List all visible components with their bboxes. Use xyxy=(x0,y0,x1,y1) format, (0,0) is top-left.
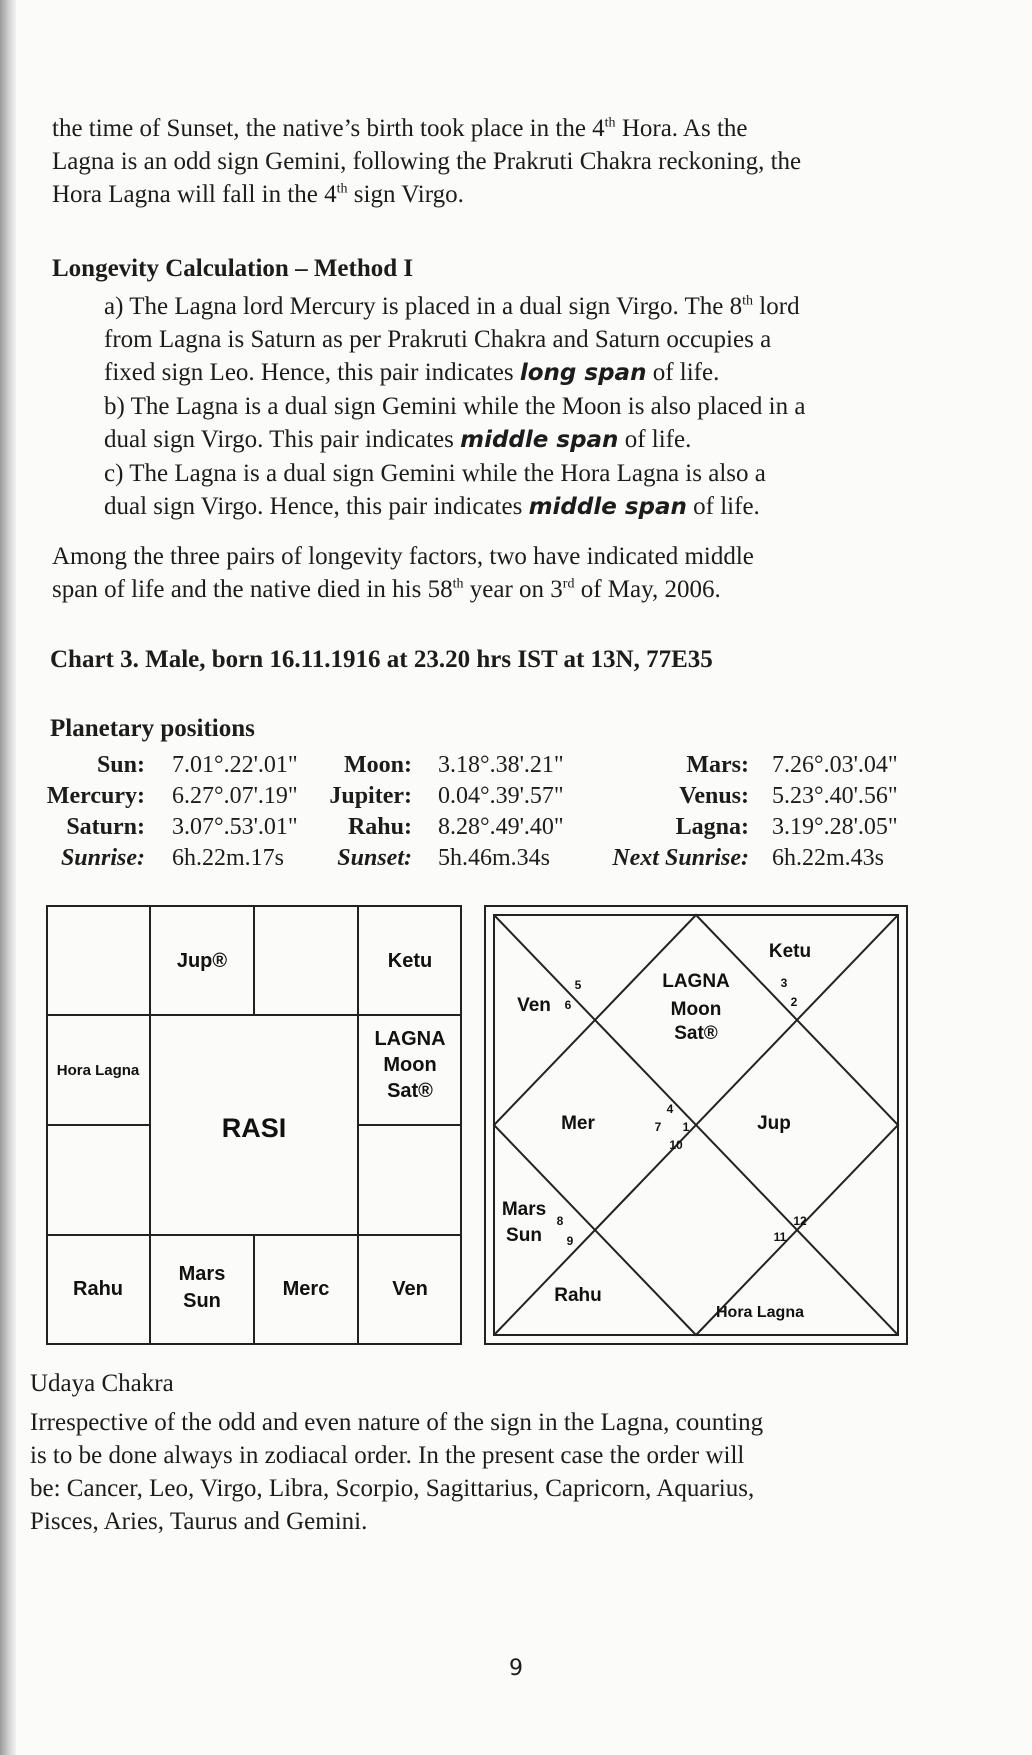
text-line: Lagna is an odd sign Gemini, following the Prakruti Chakra reckoning, the xyxy=(52,148,802,175)
house-number-5: 5 xyxy=(574,978,582,992)
text-span: Hora Lagna will fall in the 4 xyxy=(52,181,337,208)
page-number: 9 xyxy=(509,1656,523,1681)
north-mars: Mars xyxy=(501,1199,547,1220)
text-span: Hora. As the xyxy=(615,115,748,142)
label-sunrise: Sunrise: xyxy=(60,845,145,871)
house-number-1: 1 xyxy=(682,1120,690,1134)
value-venus: 5.23°.40'.56" xyxy=(772,783,898,809)
house-number-12: 12 xyxy=(793,1214,807,1228)
rasi-chart xyxy=(46,905,462,1345)
text-span: span of life and the native died in his 58 xyxy=(52,576,453,603)
text-span: the time of Sunset, the native’s birth took place in the 4 xyxy=(52,115,605,142)
text-span: of life. xyxy=(646,359,720,386)
label-mars: Mars: xyxy=(686,752,749,778)
value-sun: 7.01°.22'.01" xyxy=(172,752,298,778)
value-saturn: 3.07°.53'.01" xyxy=(172,814,298,840)
text-span: year on 3 xyxy=(463,576,563,603)
text-line: be: Cancer, Leo, Virgo, Libra, Scorpio, Sagittarius, Capricorn, Aquarius, xyxy=(30,1475,755,1502)
house-number-10: 10 xyxy=(669,1138,683,1152)
list-item-a xyxy=(104,290,912,390)
chart-title: Chart 3. Male, born 16.11.1916 at 23.20 hrs IST at 13N, 77E35 xyxy=(50,646,713,673)
north-moon: Moon xyxy=(670,999,722,1020)
text-line: c) The Lagna is a dual sign Gemini while the Hora Lagna is also a xyxy=(104,460,766,487)
text-line xyxy=(52,178,912,211)
text-line: is to be done always in zodiacal order. In the present case the order will xyxy=(30,1442,745,1469)
text-line: b) The Lagna is a dual sign Gemini while the Moon is also placed in a xyxy=(104,393,806,420)
text-line: from Lagna is Saturn as per Prakruti Chakra and Saturn occupies a xyxy=(104,326,772,353)
text-span: sign Virgo. xyxy=(347,181,464,208)
emphasis-long-span: long span xyxy=(519,360,647,386)
udaya-heading: Udaya Chakra xyxy=(30,1370,174,1397)
superscript: th xyxy=(452,576,464,592)
text-span: dual sign Virgo. Hence, this pair indicates xyxy=(104,493,529,520)
text-line xyxy=(104,290,912,323)
text-line: Pisces, Aries, Taurus and Gemini. xyxy=(30,1508,368,1535)
list-item-c xyxy=(104,457,912,524)
rasi-lagna: LAGNA xyxy=(374,1028,446,1050)
house-number-7: 7 xyxy=(654,1120,662,1134)
text-line: Among the three pairs of longevity factors, two have indicated middle xyxy=(52,543,754,570)
value-mercury: 6.27°.07'.19" xyxy=(172,783,298,809)
text-line xyxy=(52,112,912,145)
text-line xyxy=(52,573,912,606)
text-line xyxy=(104,356,912,390)
text-line xyxy=(104,423,912,457)
north-ven: Ven xyxy=(517,995,551,1016)
north-indian-chart xyxy=(484,905,908,1345)
superscript: th xyxy=(742,293,754,309)
text-span: dual sign Virgo. This pair indicates xyxy=(104,426,461,453)
rasi-merc: Merc xyxy=(282,1278,330,1300)
north-hora-lagna: Hora Lagna xyxy=(715,1304,805,1321)
value-mars: 7.26°.03'.04" xyxy=(772,752,898,778)
value-sunset: 5h.46m.34s xyxy=(438,845,551,871)
label-saturn: Saturn: xyxy=(66,814,145,840)
house-number-6: 6 xyxy=(564,998,572,1012)
text-line: Irrespective of the odd and even nature of the sign in the Lagna, counting xyxy=(30,1409,764,1436)
north-sat: Sat® xyxy=(674,1023,718,1044)
text-span: lord xyxy=(753,293,800,320)
label-moon: Moon: xyxy=(344,752,412,778)
label-sunset: Sunset: xyxy=(337,845,412,871)
rasi-mars: Mars xyxy=(178,1263,226,1285)
north-lagna: LAGNA xyxy=(662,971,730,992)
house-number-9: 9 xyxy=(566,1234,574,1248)
superscript: rd xyxy=(562,576,575,592)
value-rahu: 8.28°.49'.40" xyxy=(438,814,564,840)
label-mercury: Mercury: xyxy=(46,783,145,809)
superscript: th xyxy=(604,115,616,131)
north-ketu: Ketu xyxy=(768,941,812,962)
emphasis-middle-span: middle span xyxy=(528,494,687,520)
intro-paragraph xyxy=(52,112,912,211)
label-next-sunrise: Next Sunrise: xyxy=(612,845,749,871)
rasi-ketu: Ketu xyxy=(387,950,433,972)
value-lagna: 3.19°.28'.05" xyxy=(772,814,898,840)
text-span: of life. xyxy=(618,426,692,453)
value-next-sunrise: 6h.22m.43s xyxy=(772,845,885,871)
label-rahu: Rahu: xyxy=(347,814,412,840)
house-number-4: 4 xyxy=(666,1102,674,1116)
label-venus: Venus: xyxy=(679,783,749,809)
longevity-list xyxy=(104,290,912,524)
rasi-hora-lagna: Hora Lagna xyxy=(56,1062,140,1079)
list-item-b xyxy=(104,390,912,457)
value-moon: 3.18°.38'.21" xyxy=(438,752,564,778)
north-rahu: Rahu xyxy=(554,1285,602,1306)
rasi-ven: Ven xyxy=(392,1278,428,1300)
house-number-8: 8 xyxy=(556,1214,564,1228)
text-span: of May, 2006. xyxy=(574,576,721,603)
north-mer: Mer xyxy=(561,1113,595,1134)
value-sunrise: 6h.22m.17s xyxy=(172,845,285,871)
rasi-sat: Sat® xyxy=(387,1080,433,1102)
house-number-3: 3 xyxy=(780,976,788,990)
emphasis-middle-span: middle span xyxy=(460,427,619,453)
text-span: a) The Lagna lord Mercury is placed in a dual sign Virgo. The 8 xyxy=(104,293,743,320)
label-sun: Sun: xyxy=(96,752,145,778)
north-sun: Sun xyxy=(506,1225,542,1246)
summary-paragraph xyxy=(52,540,912,606)
text-line xyxy=(104,490,912,524)
north-jup: Jup xyxy=(757,1113,791,1134)
rasi-moon: Moon xyxy=(383,1054,437,1076)
text-span: of life. xyxy=(686,493,760,520)
house-number-11: 11 xyxy=(773,1230,787,1244)
rasi-rahu: Rahu xyxy=(73,1278,123,1300)
value-jupiter: 0.04°.39'.57" xyxy=(438,783,564,809)
label-lagna: Lagna: xyxy=(675,814,749,840)
house-number-2: 2 xyxy=(790,995,798,1009)
planetary-title: Planetary positions xyxy=(50,715,255,742)
udaya-paragraph xyxy=(30,1406,910,1538)
rasi-sun: Sun xyxy=(183,1290,221,1312)
label-jupiter: Jupiter: xyxy=(329,783,412,809)
text-span: fixed sign Leo. Hence, this pair indicates xyxy=(104,359,520,386)
superscript: th xyxy=(336,181,348,197)
longevity-heading: Longevity Calculation – Method I xyxy=(52,255,414,282)
rasi-jup: Jup® xyxy=(176,950,228,972)
rasi-center-label: RASI xyxy=(221,1113,287,1143)
